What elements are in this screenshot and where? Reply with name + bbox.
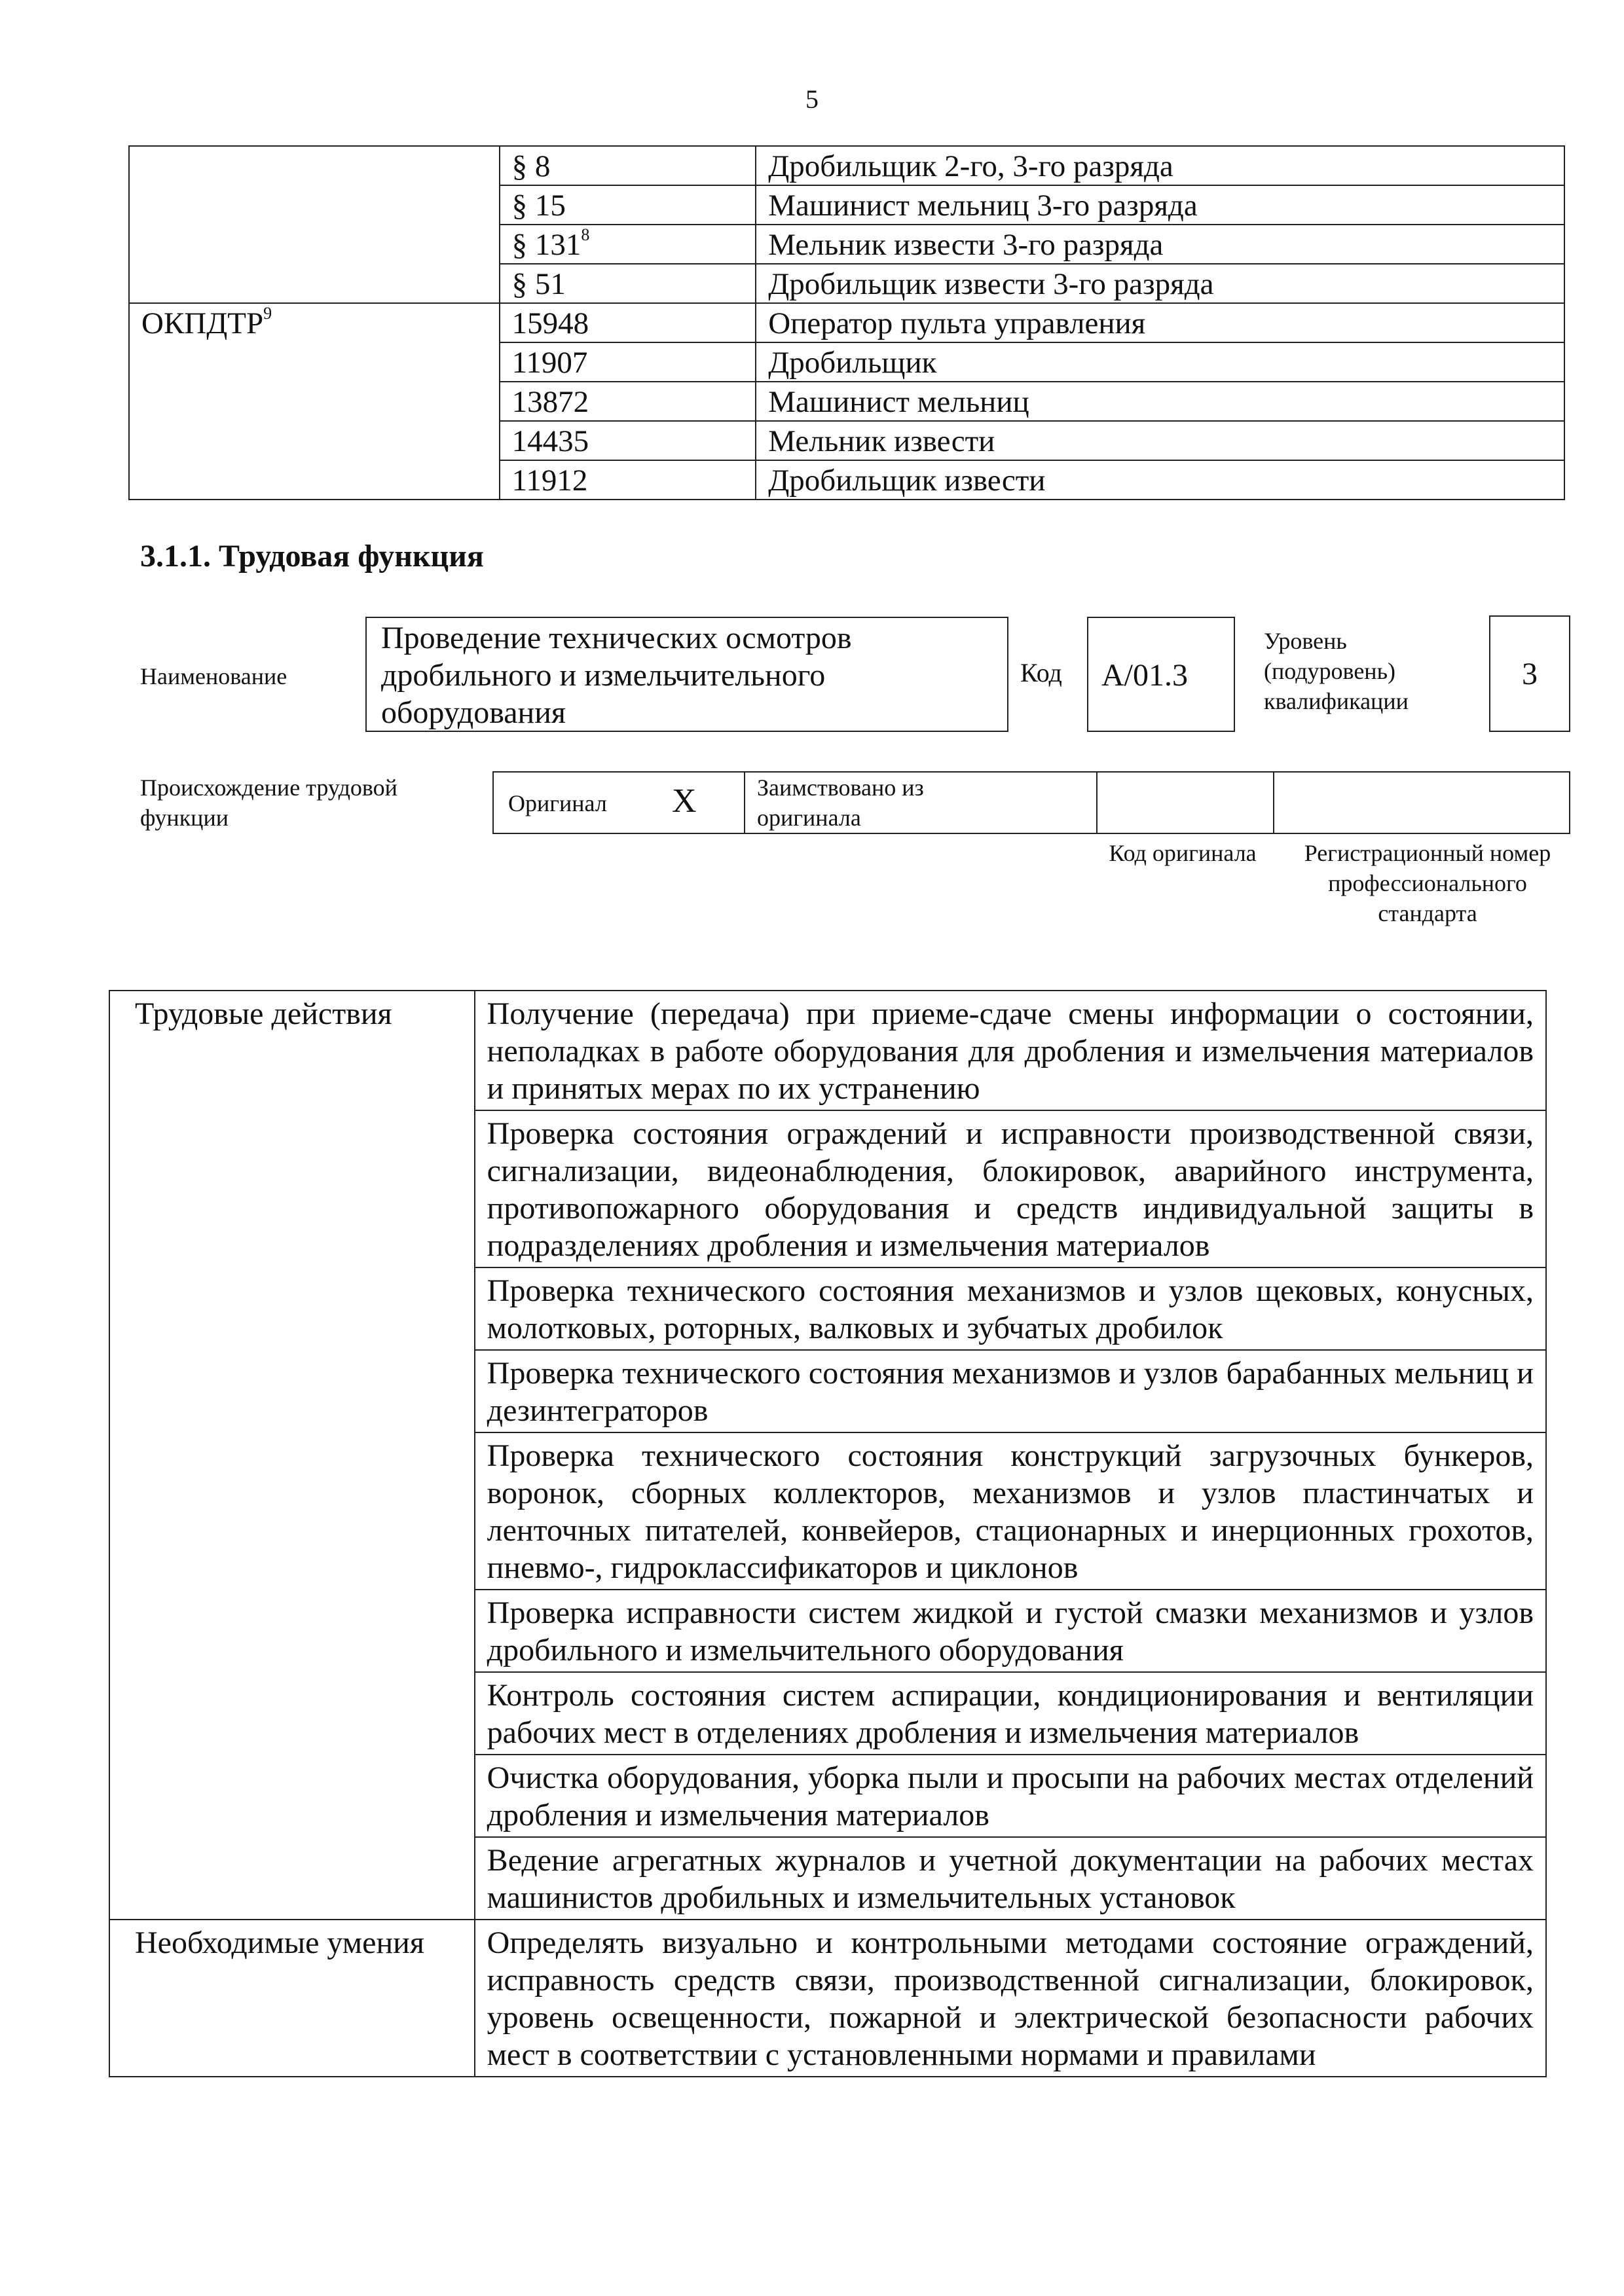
code-caption: Код оригинала <box>1109 840 1257 866</box>
classification-group-cell <box>129 303 500 500</box>
description-row <box>109 991 1546 1110</box>
section-title: 3.1.1. Трудовая функция <box>140 539 484 574</box>
labor-action-item: Контроль состояния систем аспирации, кондиционирования и вентиляции рабочих мест в отделениях дробления и измельчения материалов <box>475 1672 1546 1755</box>
classification-name: Мельник извести <box>756 421 1564 460</box>
origin-label: Происхождение трудовой функции <box>140 774 397 831</box>
classification-code: § 8 <box>511 149 551 183</box>
classification-name: Машинист мельниц 3-го разряда <box>756 185 1564 225</box>
function-name-value: Проведение технических осмотров дробильного и измельчительного оборудования <box>381 621 852 730</box>
borrowed-label: Заимствовано из оригинала <box>757 774 924 831</box>
description-label: Трудовые действия <box>109 991 475 1920</box>
description-row <box>109 1920 1546 2077</box>
classification-table <box>128 145 1565 500</box>
classification-row <box>129 146 1564 185</box>
classification-name: Дробильщик 2-го, 3-го разряда <box>756 146 1564 185</box>
classification-code: 13872 <box>511 385 589 419</box>
function-name-box <box>365 617 1008 732</box>
level-label: Уровень (подуровень) квалификации <box>1264 628 1409 714</box>
classification-code-cell <box>500 382 756 421</box>
classification-code-cell <box>500 303 756 342</box>
original-mark: X <box>672 782 697 820</box>
classification-code-cell <box>500 342 756 382</box>
classification-group-cell <box>129 146 500 303</box>
classification-name: Дробильщик извести <box>756 460 1564 500</box>
labor-action-item: Проверка исправности систем жидкой и густой смазки механизмов и узлов дробильного и измельчительного оборудования <box>475 1590 1546 1672</box>
footnote-mark: 9 <box>263 304 272 323</box>
level-value: 3 <box>1522 657 1538 691</box>
classification-code-cell <box>500 146 756 185</box>
code-box <box>1087 617 1235 732</box>
classification-name: Оператор пульта управления <box>756 303 1564 342</box>
classification-code: 15948 <box>511 306 589 340</box>
name-label: Наименование <box>140 663 287 689</box>
labor-action-item: Проверка технического состояния механизмов и узлов щековых, конусных, молотковых, роторных, валковых и зубчатых дробилок <box>475 1267 1546 1350</box>
code-value: А/01.3 <box>1101 658 1188 693</box>
classification-code: 11912 <box>511 464 588 498</box>
description-label: Необходимые умения <box>109 1920 475 2077</box>
classification-code-cell <box>500 264 756 303</box>
labor-action-item: Проверка технического состояния конструкций загрузочных бункеров, воронок, сборных коллекторов, механизмов и узлов пластинчатых и ленточных питателей, конвейеров, стационарных и инерционных грохотов, пневмо-, гидроклассификаторов и циклонов <box>475 1432 1546 1590</box>
level-box <box>1489 615 1570 732</box>
page-number: 5 <box>805 84 819 114</box>
classification-code: § 131 <box>511 228 581 262</box>
labor-action-item: Проверка технического состояния механизмов и узлов барабанных мельниц и дезинтеграторов <box>475 1350 1546 1432</box>
classification-code-cell <box>500 225 756 264</box>
skill-item: Определять визуально и контрольными методами состояние ограждений, исправность средств связи, производственной сигнализации, блокировок, уровень освещенности, пожарной и электрической безопасности рабочих мест в соответствии с установленными нормами и правилами <box>475 1920 1546 2077</box>
registration-caption: Регистрационный номер профессионального стандарта <box>1304 840 1551 926</box>
labor-action-item: Проверка состояния ограждений и исправности производственной связи, сигнализации, видеонаблюдения, блокировок, аварийного инструмента, противопожарного оборудования и средств индивидуальной защиты в подразделениях дробления и измельчения материалов <box>475 1110 1546 1267</box>
classification-name: Машинист мельниц <box>756 382 1564 421</box>
classification-name: Дробильщик <box>756 342 1564 382</box>
classification-code: 11907 <box>511 346 588 380</box>
footnote-mark: 8 <box>581 225 590 244</box>
classification-code-cell <box>500 460 756 500</box>
classification-name: Дробильщик извести 3-го разряда <box>756 264 1564 303</box>
classification-code: § 51 <box>511 267 566 301</box>
classification-code: § 15 <box>511 189 566 223</box>
classification-code-cell <box>500 185 756 225</box>
classification-name: Мельник извести 3-го разряда <box>756 225 1564 264</box>
code-label: Код <box>1020 658 1062 687</box>
labor-action-item: Получение (передача) при приеме-сдаче смены информации о состоянии, неполадках в работе оборудования для дробления и измельчения материалов и принятых мерах по их устранению <box>475 991 1546 1110</box>
origin-row <box>492 771 1570 834</box>
original-label: Оригинал <box>508 790 607 816</box>
classification-code-cell <box>500 421 756 460</box>
classification-row <box>129 303 1564 342</box>
labor-action-item: Очистка оборудования, уборка пыли и просыпи на рабочих местах отделений дробления и измельчения материалов <box>475 1755 1546 1837</box>
description-table <box>109 990 1547 2077</box>
classification-group: ОКПДТР <box>141 306 264 340</box>
classification-code: 14435 <box>511 424 589 458</box>
labor-action-item: Ведение агрегатных журналов и учетной документации на рабочих местах машинистов дробильных и измельчительных установок <box>475 1837 1546 1920</box>
